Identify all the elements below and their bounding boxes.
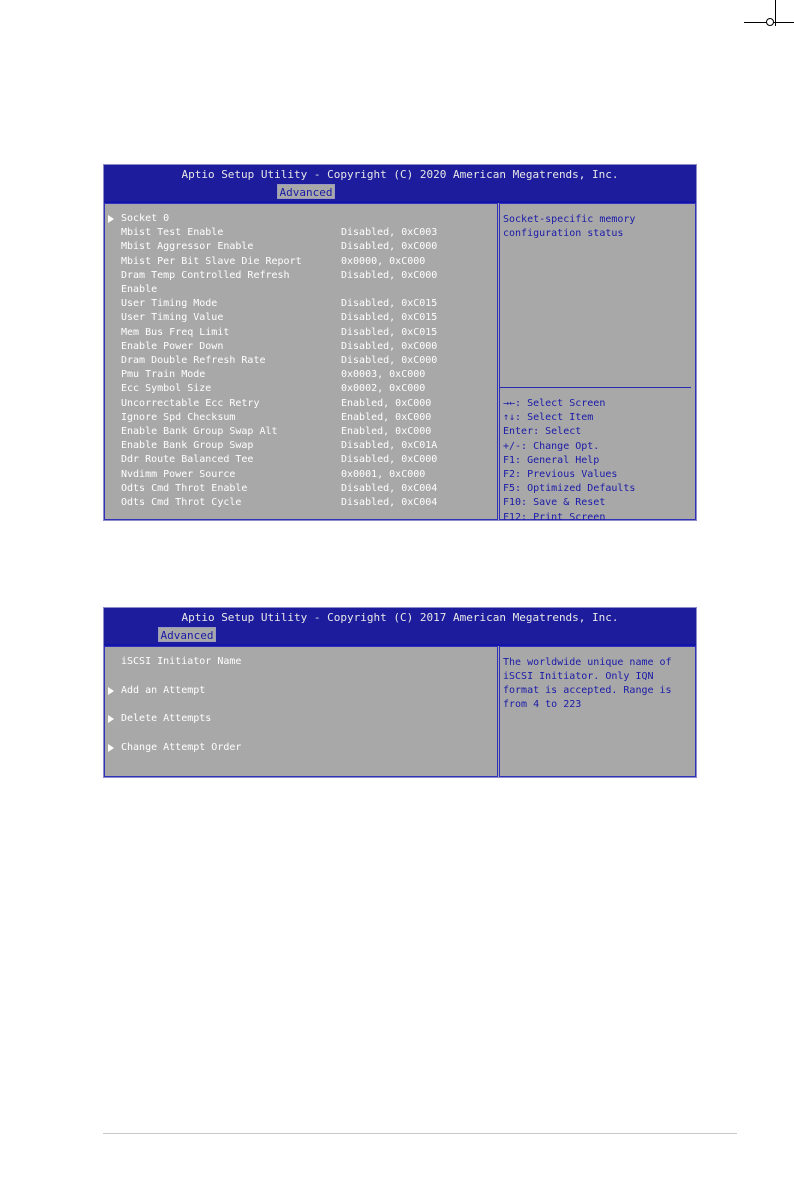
key-hint: F12: Print Screen bbox=[503, 511, 606, 523]
setting-row[interactable] bbox=[105, 255, 497, 269]
setting-row[interactable] bbox=[105, 240, 497, 254]
page-footer-rule bbox=[103, 1133, 737, 1134]
submenu-arrow-icon bbox=[108, 715, 114, 723]
bios-content bbox=[104, 203, 696, 523]
submenu-arrow-icon bbox=[108, 687, 114, 695]
setting-value: Disabled, 0xC000 bbox=[341, 269, 438, 281]
help-pane bbox=[499, 646, 696, 777]
setting-value: Enabled, 0xC000 bbox=[341, 397, 432, 409]
setting-value: Disabled, 0xC000 bbox=[341, 241, 438, 253]
setting-value: Disabled, 0xC01A bbox=[341, 440, 438, 452]
help-text-line: The worldwide unique name of bbox=[503, 657, 672, 668]
setting-label: Ignore Spd Checksum bbox=[121, 411, 236, 423]
setting-value: Disabled, 0xC004 bbox=[341, 497, 438, 508]
setting-label: Odts Cmd Throt Enable bbox=[121, 482, 248, 494]
setting-row[interactable] bbox=[105, 425, 497, 439]
setting-value: 0x0001, 0xC000 bbox=[341, 468, 426, 480]
key-hint: F10: Save & Reset bbox=[503, 497, 606, 509]
help-text-line: Socket-specific memory bbox=[503, 214, 636, 225]
bios-content bbox=[104, 646, 696, 777]
setting-label: Nvdimm Power Source bbox=[121, 468, 236, 480]
setting-label: Odts Cmd Throt Cycle bbox=[121, 497, 242, 508]
submenu-item[interactable] bbox=[105, 212, 497, 226]
setting-value: Disabled, 0xC015 bbox=[341, 326, 438, 338]
setting-row[interactable] bbox=[105, 439, 497, 453]
setting-label: Enable Bank Group Swap bbox=[121, 440, 254, 452]
setting-value: Enabled, 0xC000 bbox=[341, 426, 432, 437]
setting-label: Pmu Train Mode bbox=[121, 369, 206, 381]
setting-value: Disabled, 0xC004 bbox=[341, 482, 438, 494]
setting-value: 0x0003, 0xC000 bbox=[341, 369, 426, 381]
key-hint: +/-: Change Opt. bbox=[503, 440, 600, 452]
tab-advanced[interactable]: Advanced bbox=[277, 184, 335, 199]
key-hint: F2: Previous Values bbox=[503, 469, 618, 480]
setting-label: Enable bbox=[121, 284, 158, 295]
setting-value: 0x0002, 0xC000 bbox=[341, 383, 426, 395]
setting-row[interactable] bbox=[105, 283, 497, 297]
setting-row[interactable] bbox=[105, 482, 497, 496]
setting-value: Enabled, 0xC000 bbox=[341, 411, 432, 423]
key-hint: ↑↓: Select Item bbox=[503, 412, 594, 424]
setting-value: Disabled, 0xC015 bbox=[341, 312, 438, 324]
setting-row[interactable] bbox=[105, 453, 497, 467]
setting-label: Dram Temp Controlled Refresh bbox=[121, 269, 290, 281]
key-hint: F1: General Help bbox=[503, 454, 600, 466]
setting-row[interactable] bbox=[105, 368, 497, 382]
help-text-line: iSCSI Initiator. Only IQN bbox=[503, 671, 654, 682]
setting-row[interactable] bbox=[105, 311, 497, 325]
setting-row[interactable] bbox=[105, 382, 497, 396]
setting-row[interactable] bbox=[105, 411, 497, 425]
bios-title-bar bbox=[104, 608, 696, 644]
tab-advanced[interactable]: Advanced bbox=[158, 627, 216, 642]
setting-label: Change Attempt Order bbox=[121, 741, 242, 753]
setting-row[interactable] bbox=[105, 468, 497, 482]
setting-label: Delete Attempts bbox=[121, 713, 212, 724]
key-hint: →←: Select Screen bbox=[503, 398, 606, 409]
setting-value: 0x0000, 0xC000 bbox=[341, 255, 426, 267]
setting-label: iSCSI Initiator Name bbox=[121, 656, 242, 667]
setting-label: Ecc Symbol Size bbox=[121, 383, 212, 395]
setting-label: Uncorrectable Ecc Retry bbox=[121, 397, 260, 409]
setting-value: Disabled, 0xC003 bbox=[341, 227, 438, 239]
setting-label: Mbist Aggressor Enable bbox=[121, 241, 254, 253]
setting-row[interactable] bbox=[105, 397, 497, 411]
setting-row[interactable] bbox=[105, 269, 497, 283]
setting-row[interactable] bbox=[105, 354, 497, 368]
setting-value: Disabled, 0xC000 bbox=[341, 454, 438, 466]
submenu-item[interactable] bbox=[105, 712, 497, 726]
setting-row[interactable] bbox=[105, 340, 497, 354]
help-text-line: configuration status bbox=[503, 228, 624, 239]
setting-label: Enable Power Down bbox=[121, 340, 224, 352]
setting-label: Add an Attempt bbox=[121, 684, 206, 696]
help-text-line: format is accepted. Range is bbox=[503, 685, 672, 696]
setting-label: Mbist Per Bit Slave Die Report bbox=[121, 255, 302, 267]
setting-label: Mbist Test Enable bbox=[121, 227, 224, 239]
setting-label: User Timing Mode bbox=[121, 298, 218, 310]
submenu-item[interactable] bbox=[105, 741, 497, 755]
help-text-line: from 4 to 223 bbox=[503, 699, 582, 710]
help-separator bbox=[500, 387, 691, 388]
key-hint: Enter: Select bbox=[503, 426, 582, 438]
setting-label: Socket 0 bbox=[121, 213, 170, 224]
bios-title: Aptio Setup Utility - Copyright (C) 2017 American Megatrends, Inc. bbox=[181, 611, 619, 624]
settings-list-pane bbox=[104, 646, 498, 777]
setting-label: Mem Bus Freq Limit bbox=[121, 326, 230, 338]
setting-row[interactable] bbox=[105, 655, 497, 669]
setting-label: User Timing Value bbox=[121, 312, 224, 324]
setting-label: Enable Bank Group Swap Alt bbox=[121, 426, 278, 437]
setting-row[interactable] bbox=[105, 297, 497, 311]
bios-title: Aptio Setup Utility - Copyright (C) 2020 American Megatrends, Inc. bbox=[181, 168, 619, 181]
settings-list-pane bbox=[104, 203, 498, 520]
page-cut-mark bbox=[20, 0, 794, 26]
setting-row[interactable] bbox=[105, 226, 497, 240]
submenu-arrow-icon bbox=[108, 744, 114, 752]
submenu-item[interactable] bbox=[105, 684, 497, 698]
key-hint: F5: Optimized Defaults bbox=[503, 483, 636, 495]
setting-label: Dram Double Refresh Rate bbox=[121, 355, 266, 366]
setting-row[interactable] bbox=[105, 496, 497, 510]
submenu-arrow-icon bbox=[108, 215, 114, 223]
setting-value: Disabled, 0xC000 bbox=[341, 340, 438, 352]
bios-screen-memory bbox=[103, 164, 697, 521]
setting-value: Disabled, 0xC000 bbox=[341, 355, 438, 366]
bios-title-bar bbox=[104, 165, 696, 201]
help-pane bbox=[499, 203, 696, 523]
setting-value: Disabled, 0xC015 bbox=[341, 298, 438, 310]
setting-row[interactable] bbox=[105, 326, 497, 340]
bios-screen-iscsi bbox=[103, 607, 697, 778]
cut-mark-circle bbox=[766, 18, 774, 26]
setting-label: Ddr Route Balanced Tee bbox=[121, 454, 254, 466]
